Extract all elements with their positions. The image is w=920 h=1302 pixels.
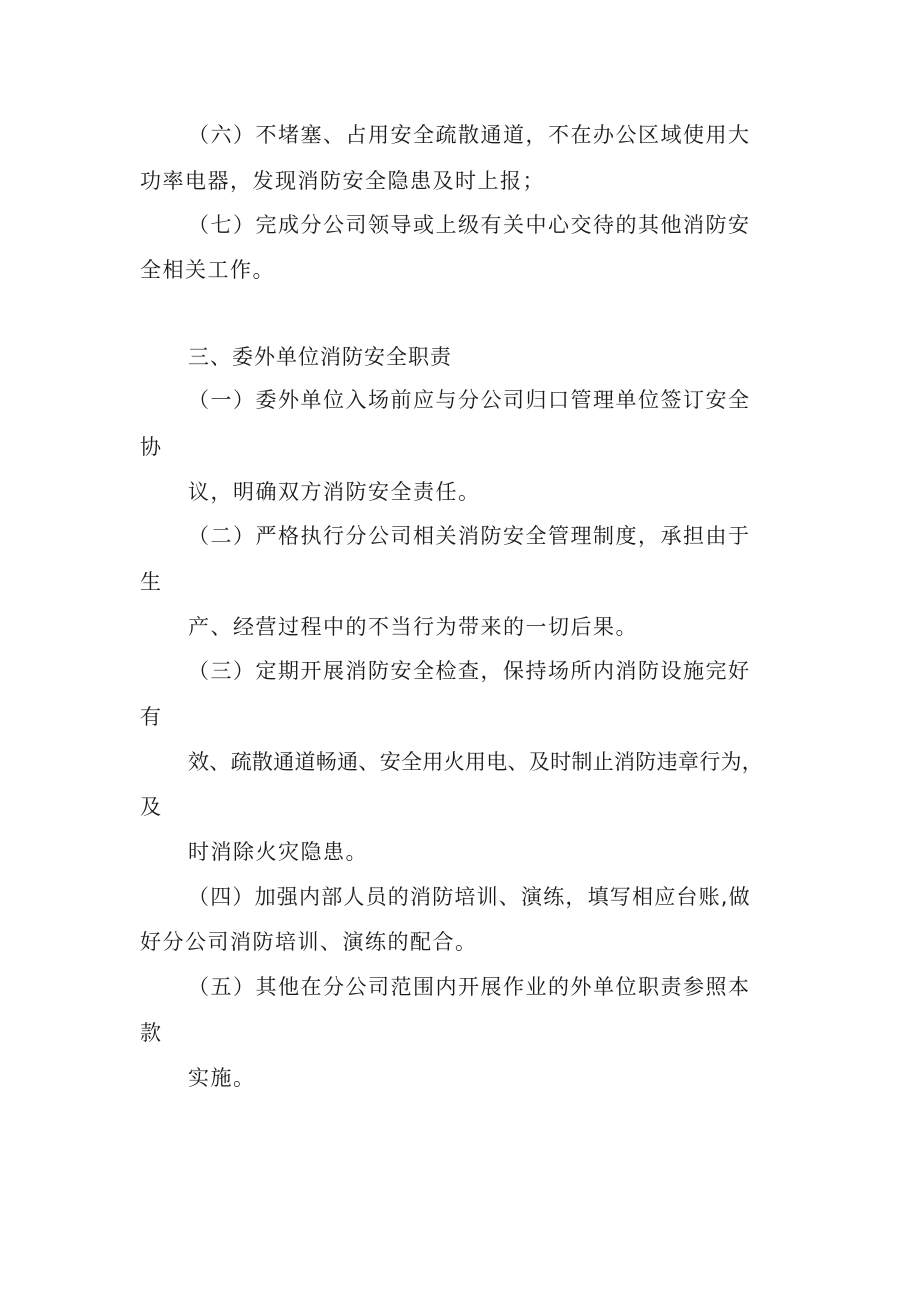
item-1-wrap-char: 协 — [140, 435, 163, 459]
item-3-line-1: （三）定期开展消防安全检查，保持场所内消防设施完好 — [188, 659, 751, 683]
item-2-wrap-char: 生 — [140, 570, 163, 594]
item-3-line-3: 时消除火灾隐患。 — [188, 840, 368, 864]
item-5-line-1: （五）其他在分公司范围内开展作业的外单位职责参照本 — [188, 975, 751, 999]
item-1-line-2: 议，明确双方消防安全责任。 — [188, 480, 481, 504]
item-3-wrap-char-1: 有 — [140, 705, 163, 729]
item-5-line-2: 实施。 — [188, 1066, 256, 1090]
paragraph-6-line-2: 功率电器，发现消防安全隐患及时上报； — [140, 169, 545, 193]
paragraph-7-line-1: （七）完成分公司领导或上级有关中心交待的其他消防安 — [188, 213, 751, 237]
item-4-line-2: 好分公司消防培训、演练的配合。 — [140, 930, 478, 954]
item-2-line-1: （二）严格执行分公司相关消防安全管理制度，承担由于 — [188, 524, 751, 548]
item-2-line-2: 产、经营过程中的不当行为带来的一切后果。 — [188, 615, 638, 639]
item-5-wrap-char: 款 — [140, 1021, 163, 1045]
paragraph-7-line-2: 全相关工作。 — [140, 258, 275, 282]
item-3-line-2: 效、疏散通道畅通、安全用火用电、及时制止消防违章行为， — [188, 750, 764, 774]
paragraph-6-line-1: （六）不堵塞、占用安全疏散通道，不在办公区域使用大 — [188, 123, 751, 147]
item-1-line-1: （一）委外单位入场前应与分公司归口管理单位签订安全 — [188, 388, 751, 412]
item-3-wrap-char-2: 及 — [140, 795, 163, 819]
item-4-line-1: （四）加强内部人员的消防培训、演练，填写相应台账,做 — [188, 885, 751, 909]
section-3-heading: 三、委外单位消防安全职责 — [188, 345, 452, 369]
